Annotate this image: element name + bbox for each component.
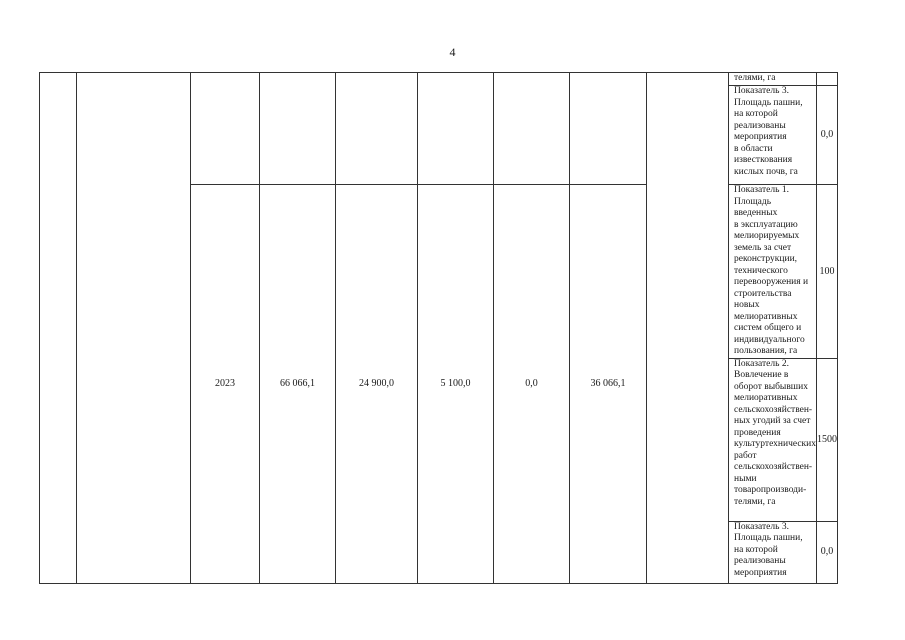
budget-indicators-table [39, 72, 838, 584]
funding-cell-d: 0,0 [494, 185, 570, 584]
total-cell: 66 066,1 [260, 185, 336, 584]
indicator-3-value: 0,0 [816, 86, 837, 185]
number-cell [40, 73, 77, 584]
indicator-1-value: 100 [816, 185, 837, 359]
funding-cell-e-prev [570, 73, 647, 185]
page-number: 4 [449, 45, 456, 59]
year-cell: 2023 [191, 185, 260, 584]
indicator-2-text: Показатель 2. Вовлечение в оборот выбывших мелиоративных сельскохозяйствен- ных угодий за счет проведения культуртехнических работ сельскохозяйствен- ными товаропроизводи- телями, га [729, 358, 817, 521]
funding-cell-d-prev [494, 73, 570, 185]
table-row [40, 73, 838, 86]
funding-cell-c: 5 100,0 [418, 185, 494, 584]
indicator-3b-value: 0,0 [816, 521, 837, 583]
program-name-cell [77, 73, 191, 584]
indicator-1-text: Показатель 1. Площадь введенных в эксплуатацию мелиорируемых земель за счет реконструкции, технического перевооружения и строительства новых мелиоративных систем общего и индивидуального пользования, га [729, 185, 817, 359]
indicator-2-value: 1500 [816, 358, 837, 521]
funding-cell-e: 36 066,1 [570, 185, 647, 584]
indicator-continued-text: телями, га [729, 73, 817, 86]
indicator-3b-text: Показатель 3. Площадь пашни, на которой реализованы мероприятия [729, 521, 817, 583]
funding-cell-b: 24 900,0 [336, 185, 418, 584]
indicator-3-text: Показатель 3. Площадь пашни, на которой реализованы мероприятия в области известкования кислых почв, га [729, 86, 817, 185]
executor-cell [647, 73, 729, 584]
year-cell-prev [191, 73, 260, 185]
indicator-continued-value [816, 73, 837, 86]
funding-cell-c-prev [418, 73, 494, 185]
total-cell-prev [260, 73, 336, 185]
funding-cell-b-prev [336, 73, 418, 185]
